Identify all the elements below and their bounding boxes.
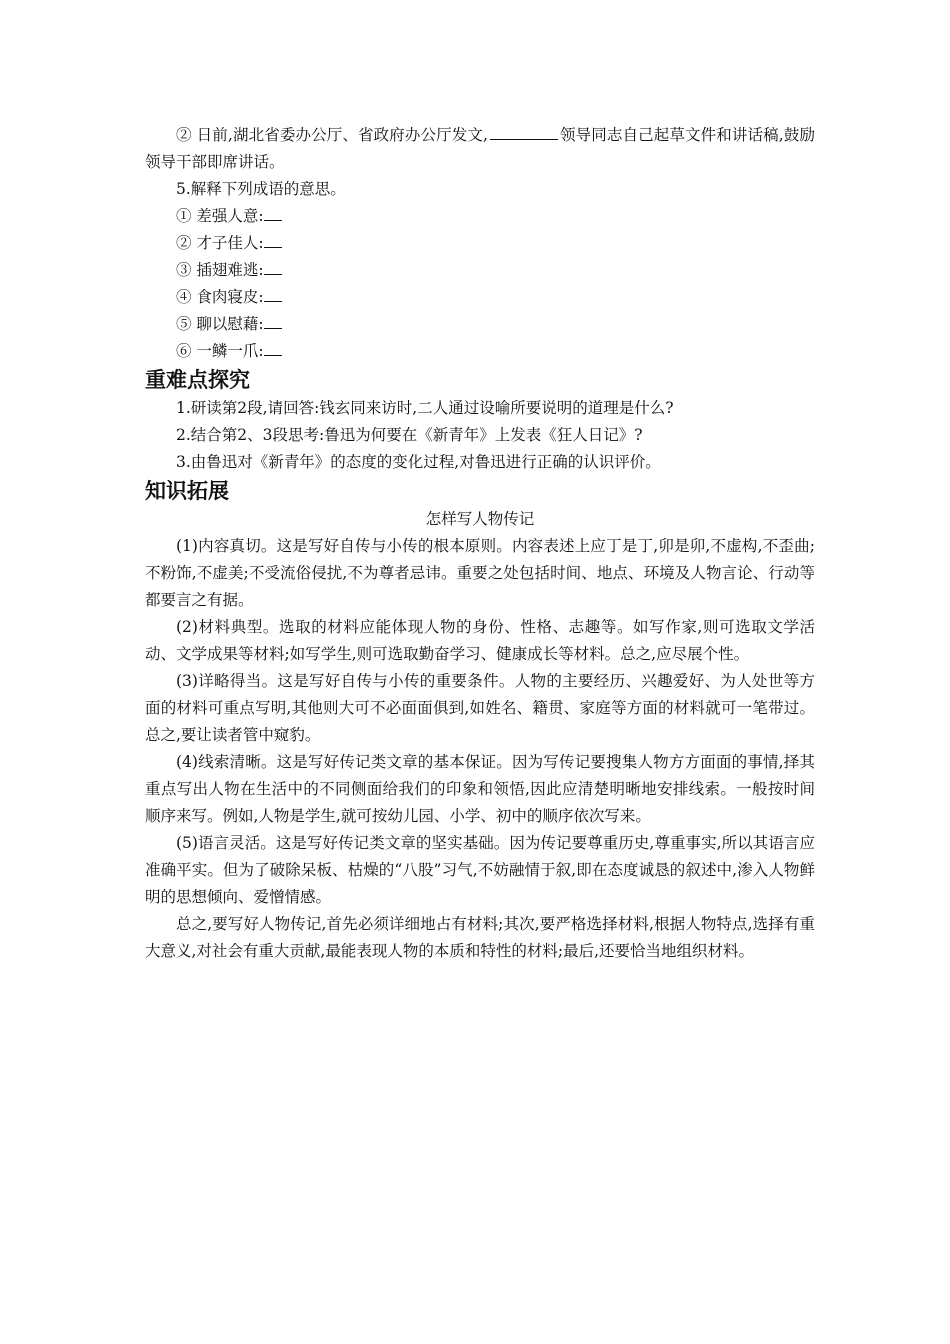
article-paragraph: (3)详略得当。这是写好自传与小传的重要条件。人物的主要经历、兴趣爱好、为人处世等方面的材料可重点写明,其他则大可不必面面俱到,如姓名、籍贯、家庭等方面的材料就可一笔带过。总之,要让读者管中窥豹。 — [145, 672, 815, 744]
article-conclusion: 总之,要写好人物传记,首先必须详细地占有材料;其次,要严格选择材料,根据人物特点,选择有重大意义,对社会有重大贡献,最能表现人物的本质和特性的材料;最后,还要恰当地组织材料。 — [145, 915, 815, 960]
idiom-label: ⑤ 聊以慰藉: — [176, 315, 264, 333]
explore-question: 2.结合第2、3段思考:鲁迅为何要在《新青年》上发表《狂人日记》? — [176, 426, 643, 444]
question-text-after-blank: 领导同志自己起草文件和讲话稿,鼓励领导干部即席讲话。 — [145, 126, 815, 171]
answer-blank[interactable] — [264, 208, 282, 221]
answer-blank[interactable] — [264, 316, 282, 329]
question-5-prompt: 5.解释下列成语的意思。 — [176, 180, 346, 198]
idiom-item — [145, 203, 815, 230]
explore-question: 3.由鲁迅对《新青年》的态度的变化过程,对鲁迅进行正确的认识评价。 — [176, 453, 661, 471]
explore-question: 1.研读第2段,请回答:钱玄同来访时,二人通过设喻所要说明的道理是什么? — [176, 399, 674, 417]
idiom-item — [145, 338, 815, 365]
answer-blank[interactable] — [490, 125, 558, 140]
idiom-label: ② 才子佳人: — [176, 234, 264, 252]
section-heading-explore: 重难点探究 — [145, 368, 250, 392]
article-title: 怎样写人物传记 — [425, 510, 535, 528]
question-4-item-2 — [145, 122, 815, 176]
idiom-item — [145, 284, 815, 311]
article-paragraph: (5)语言灵活。这是写好传记类文章的坚实基础。因为传记要尊重历史,尊重事实,所以其语言应准确平实。但为了破除呆板、枯燥的“八股”习气,不妨融情于叙,即在态度诚恳的叙述中,渗入人物鲜明的思想倾向、爱憎情感。 — [145, 834, 815, 906]
answer-blank[interactable] — [264, 262, 282, 275]
article-paragraph: (4)线索清晰。这是写好传记类文章的基本保证。因为写传记要搜集人物方方面面的事情,择其重点写出人物在生活中的不同侧面给我们的印象和领悟,因此应清楚明晰地安排线索。一般按时间顺序来写。例如,人物是学生,就可按幼儿园、小学、初中的顺序依次写来。 — [145, 753, 815, 825]
answer-blank[interactable] — [264, 235, 282, 248]
idiom-label: ④ 食肉寝皮: — [176, 288, 264, 306]
section-heading-extend: 知识拓展 — [145, 479, 229, 503]
answer-blank[interactable] — [264, 289, 282, 302]
idiom-label: ① 差强人意: — [176, 207, 264, 225]
page-content — [145, 122, 815, 965]
idiom-item — [145, 257, 815, 284]
idiom-item — [145, 230, 815, 257]
article-paragraph: (2)材料典型。选取的材料应能体现人物的身份、性格、志趣等。如写作家,则可选取文学活动、文学成果等材料;如写学生,则可选取勤奋学习、健康成长等材料。总之,应尽展个性。 — [145, 618, 815, 663]
idiom-label: ③ 插翅难逃: — [176, 261, 264, 279]
idiom-item — [145, 311, 815, 338]
answer-blank[interactable] — [264, 343, 282, 356]
article-paragraph: (1)内容真切。这是写好自传与小传的根本原则。内容表述上应丁是丁,卯是卯,不虚构,不歪曲;不粉饰,不虚美;不受流俗侵扰,不为尊者忌讳。重要之处包括时间、地点、环境及人物言论、行动等都要言之有据。 — [145, 537, 815, 609]
question-text-before-blank: ② 日前,湖北省委办公厅、省政府办公厅发文, — [176, 126, 488, 144]
idiom-label: ⑥ 一鳞一爪: — [176, 342, 264, 360]
